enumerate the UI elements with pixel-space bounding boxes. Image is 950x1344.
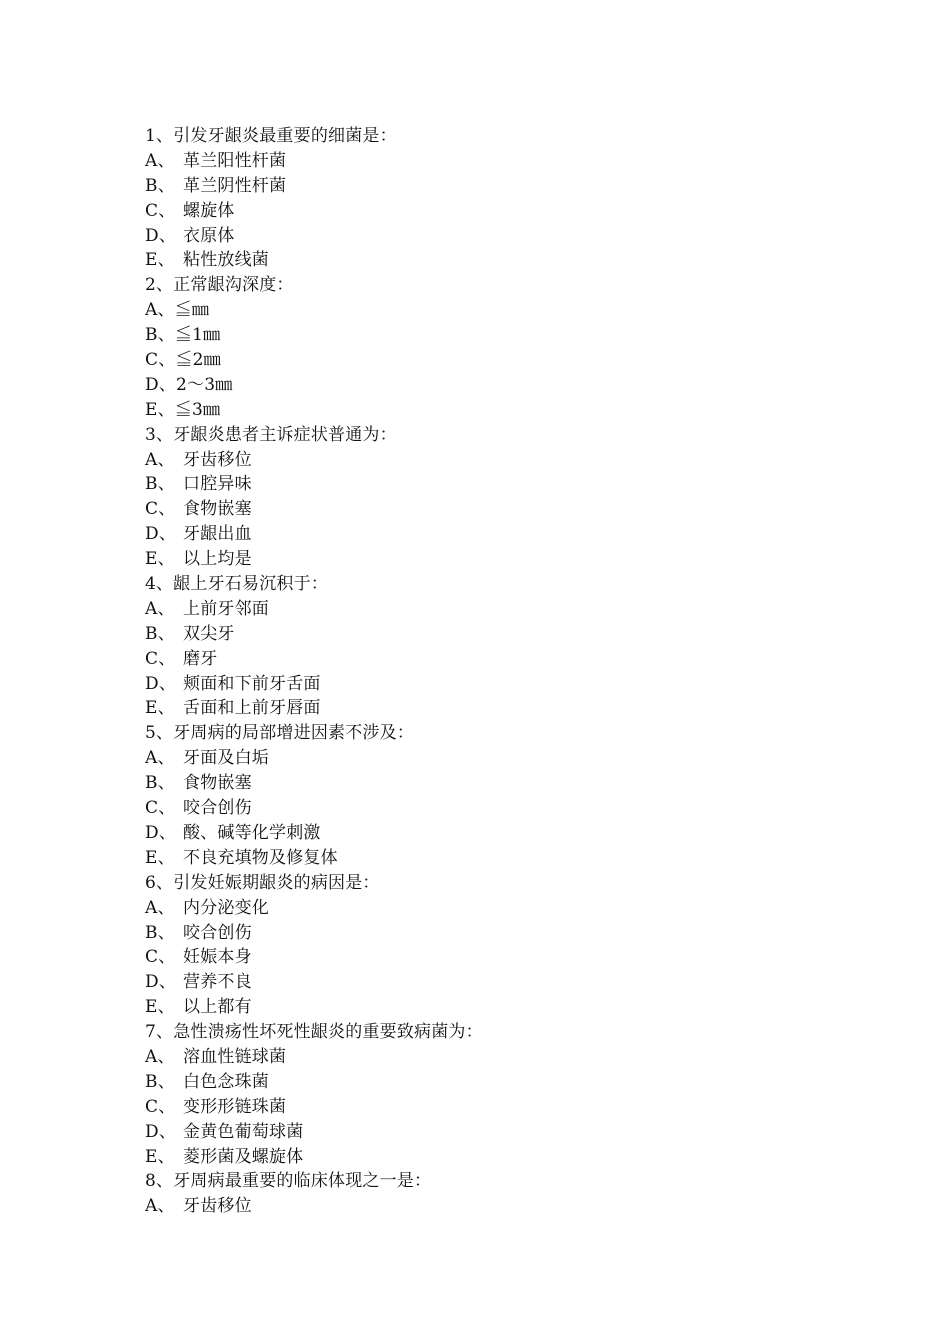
option-text: 白色念珠菌 xyxy=(183,1071,269,1092)
option-text: 妊娠本身 xyxy=(183,947,252,968)
question-1-option-e xyxy=(145,248,845,273)
option-letter: C、 xyxy=(145,200,176,221)
question-1-option-a xyxy=(145,149,845,174)
question-3-option-b xyxy=(145,472,845,497)
question-8: 8、牙周病最重要的临床体现之一是： xyxy=(145,1171,432,1192)
option-letter: A、 xyxy=(145,1046,175,1067)
option-text: 金黄色葡萄球菌 xyxy=(183,1121,304,1142)
option-letter: C、 xyxy=(145,499,176,520)
option-letter: E、 xyxy=(145,847,175,868)
option-letter: A、 xyxy=(145,1196,175,1217)
question-7-option-a xyxy=(145,1045,845,1070)
question-5-option-a xyxy=(145,746,845,771)
option-text: 内分泌变化 xyxy=(183,897,269,918)
option-letter: D、 xyxy=(145,524,177,545)
option-text: 磨牙 xyxy=(183,648,218,669)
question-6: 6、引发妊娠期龈炎的病因是： xyxy=(145,872,380,893)
question-1-option-b xyxy=(145,174,845,199)
option-text: 螺旋体 xyxy=(183,200,235,221)
question-7-option-c xyxy=(145,1095,845,1120)
question-1-option-d xyxy=(145,224,845,249)
question-3-option-c xyxy=(145,497,845,522)
option-letter: A、 xyxy=(145,150,175,171)
option-text: 牙齿移位 xyxy=(183,1196,252,1217)
option-letter: E、 xyxy=(145,250,175,271)
option-letter: B、 xyxy=(145,922,175,943)
option-text: 上前牙邻面 xyxy=(183,598,269,619)
question-4: 4、龈上牙石易沉积于： xyxy=(145,574,329,595)
question-4-option-e xyxy=(145,696,845,721)
option-text: 粘性放线菌 xyxy=(183,250,269,271)
option-text: 变形形链珠菌 xyxy=(183,1096,287,1117)
question-8-option-a xyxy=(145,1194,845,1219)
option-letter: E、 xyxy=(145,698,175,719)
option-letter: B、 xyxy=(145,175,175,196)
option-letter: B、 xyxy=(145,623,175,644)
question-7: 7、急性溃疡性坏死性龈炎的重要致病菌为： xyxy=(145,1022,483,1043)
question-4-option-b xyxy=(145,622,845,647)
option-text: 双尖牙 xyxy=(183,623,235,644)
option-text: 以上均是 xyxy=(183,549,252,570)
question-6-option-e xyxy=(145,995,845,1020)
option-text: 革兰阴性杆菌 xyxy=(183,175,287,196)
option-text: 溶血性链球菌 xyxy=(183,1046,287,1067)
question-7-option-e xyxy=(145,1145,845,1170)
option-text: 牙齿移位 xyxy=(183,449,252,470)
question-1-option-c xyxy=(145,199,845,224)
option-letter: E、 xyxy=(145,997,175,1018)
option-letter: D、 xyxy=(145,972,177,993)
option-text: 食物嵌塞 xyxy=(183,773,252,794)
option-text: 营养不良 xyxy=(183,972,252,993)
question-7-option-b xyxy=(145,1070,845,1095)
question-5-option-c xyxy=(145,796,845,821)
question-1: 1、引发牙龈炎最重要的细菌是： xyxy=(145,126,397,146)
option-text: 食物嵌塞 xyxy=(183,499,252,520)
option-letter: C、 xyxy=(145,648,176,669)
option-letter: A、 xyxy=(145,449,175,470)
question-4-option-c xyxy=(145,647,845,672)
option-text: 口腔异味 xyxy=(183,474,252,495)
option-letter: A、 xyxy=(145,598,175,619)
option-text: 菱形菌及螺旋体 xyxy=(183,1146,304,1167)
question-2-option-a: A、≦㎜ xyxy=(145,300,210,321)
question-2-option-b: B、≦1㎜ xyxy=(145,325,221,346)
option-letter: B、 xyxy=(145,474,175,495)
option-text: 以上都有 xyxy=(183,997,252,1018)
question-3-option-a xyxy=(145,448,845,473)
question-6-option-c xyxy=(145,945,845,970)
question-2-option-d: D、2～3㎜ xyxy=(145,374,233,395)
question-6-option-a xyxy=(145,896,845,921)
option-letter: A、 xyxy=(145,897,175,918)
question-2: 2、正常龈沟深度： xyxy=(145,275,294,296)
question-5: 5、牙周病的局部增进因素不涉及： xyxy=(145,723,415,744)
option-letter: B、 xyxy=(145,773,175,794)
question-2-option-e: E、≦3㎜ xyxy=(145,399,221,420)
question-5-option-e xyxy=(145,846,845,871)
option-letter: E、 xyxy=(145,549,175,570)
option-text: 颊面和下前牙舌面 xyxy=(183,673,321,694)
question-6-option-b xyxy=(145,921,845,946)
question-5-option-b xyxy=(145,771,845,796)
option-text: 牙面及白垢 xyxy=(183,748,269,769)
option-text: 咬合创伤 xyxy=(183,798,252,819)
question-2-option-c: C、≦2㎜ xyxy=(145,350,221,371)
option-letter: D、 xyxy=(145,673,177,694)
option-letter: A、 xyxy=(145,748,175,769)
option-letter: C、 xyxy=(145,947,176,968)
option-text: 衣原体 xyxy=(183,225,235,246)
option-letter: C、 xyxy=(145,798,176,819)
option-text: 酸、碱等化学刺激 xyxy=(183,822,321,843)
question-5-option-d xyxy=(145,821,845,846)
question-4-option-a xyxy=(145,597,845,622)
option-letter: E、 xyxy=(145,1146,175,1167)
question-6-option-d xyxy=(145,970,845,995)
option-text: 舌面和上前牙唇面 xyxy=(183,698,321,719)
exam-question-list xyxy=(145,124,845,1219)
option-text: 咬合创伤 xyxy=(183,922,252,943)
option-letter: B、 xyxy=(145,1071,175,1092)
option-letter: C、 xyxy=(145,1096,176,1117)
option-text: 不良充填物及修复体 xyxy=(183,847,338,868)
question-3: 3、牙龈炎患者主诉症状普通为： xyxy=(145,424,397,445)
option-text: 牙龈出血 xyxy=(183,524,252,545)
option-letter: D、 xyxy=(145,225,177,246)
question-4-option-d xyxy=(145,672,845,697)
question-7-option-d xyxy=(145,1120,845,1145)
question-3-option-d xyxy=(145,522,845,547)
option-text: 革兰阳性杆菌 xyxy=(183,150,287,171)
option-letter: D、 xyxy=(145,822,177,843)
question-3-option-e xyxy=(145,547,845,572)
option-letter: D、 xyxy=(145,1121,177,1142)
